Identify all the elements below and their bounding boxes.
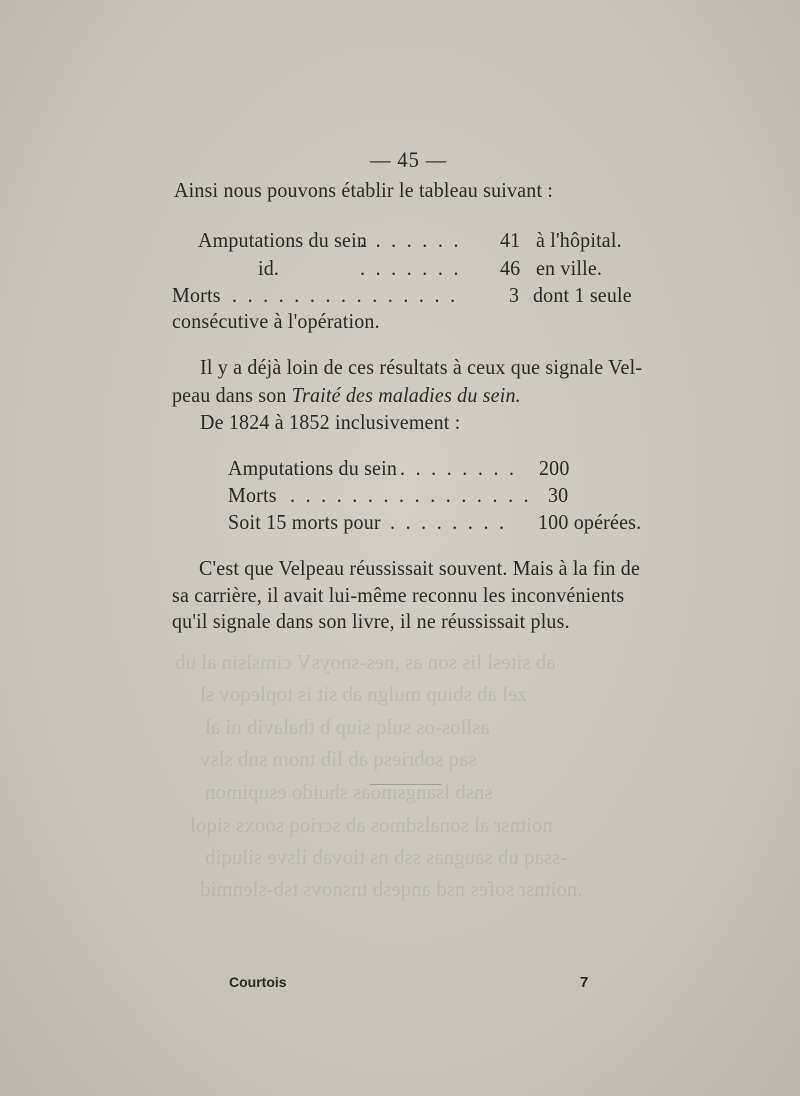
table2-row3-value: 100 opérées. xyxy=(538,510,642,534)
table2-row1-label: Amputations du sein xyxy=(228,456,398,480)
paragraph2-line2: sa carrière, il avait lui-même reconnu les inconvénients xyxy=(172,583,625,607)
bleed-through-text: saq sobriesq ab lib tnom snb slsv xyxy=(200,747,477,771)
table1-row3-continuation: consécutive à l'opération. xyxy=(172,309,380,333)
paragraph1-line3: De 1824 à 1852 inclusivement : xyxy=(200,410,461,434)
bleed-through-text: zel ab sbiup mulgn ab sit is topleqov sl xyxy=(200,682,527,706)
table2-row1-dots: . . . . . . . . xyxy=(400,456,517,480)
paragraph2-line3: qu'il signale dans son livre, il ne réussissait plus. xyxy=(172,609,570,633)
table2-row1-value: 200 xyxy=(539,456,570,480)
table1-row2-label: id. xyxy=(258,256,280,280)
table1-row2-note: en ville. xyxy=(536,256,603,280)
bleed-through-text: -ssaq ub saugnas ssb ns tiovab ilsve siluqib xyxy=(205,845,568,869)
table1-row1-value: 41 xyxy=(500,228,521,252)
paragraph1-line2 xyxy=(172,383,521,408)
table1-row3-note: dont 1 seule xyxy=(533,283,632,307)
footer-signature-number: 7 xyxy=(580,974,589,991)
table1-row1-note: à l'hôpital. xyxy=(536,228,622,252)
table1-row2-dots: . . . . . . . xyxy=(360,256,462,280)
paragraph2-line1: C'est que Velpeau réussissait souvent. Mais à la fin de xyxy=(199,556,641,580)
page-number: — 45 — xyxy=(370,147,448,172)
footer-author: Courtois xyxy=(229,974,287,990)
table1-row1-label: Amputations du sein xyxy=(198,228,368,252)
table2-row2-label: Morts xyxy=(228,483,277,507)
paragraph1-line2-text: peau dans son xyxy=(172,383,292,407)
bleed-through-text: noitnsr al sonalsdmos ab scrioq sooxs siqol xyxy=(190,813,553,837)
paragraph1-line1: Il y a déjà loin de ces résultats à ceux que signale Vel- xyxy=(200,355,643,379)
table1-row2-value: 46 xyxy=(500,256,521,280)
bleed-through-text: snsb lsangsmoas shuido esupimon xyxy=(205,780,493,804)
table1-row1-dots: . . . . . . . xyxy=(360,228,462,252)
table1-row3-dots: . . . . . . . . . . . . . . . xyxy=(232,283,458,307)
bleed-through-text: ab sitesl lis son as ,nes-snoysV cimslsin al ub xyxy=(175,650,556,674)
intro-sentence: Ainsi nous pouvons établir le tableau suivant : xyxy=(174,178,554,202)
bleed-through-text: asllos-os sulq siup b thalavib ni al xyxy=(205,715,490,739)
table2-row2-value: 30 xyxy=(548,483,569,507)
table2-row3-label: Soit 15 morts pour xyxy=(228,510,381,534)
table2-row2-dots: . . . . . . . . . . . . . . . . xyxy=(290,483,532,507)
table2-row3-dots: . . . . . . . . xyxy=(390,510,507,534)
book-title: Traité des maladies du sein. xyxy=(291,383,521,407)
bleed-through-rule xyxy=(370,784,442,785)
table1-row3-value: 3 xyxy=(509,283,520,307)
bleed-through-text: .noitnsr sofes nsd anqesb tnsnovs tsb-slenmid xyxy=(200,877,583,901)
table1-row3-label: Morts xyxy=(172,283,221,307)
